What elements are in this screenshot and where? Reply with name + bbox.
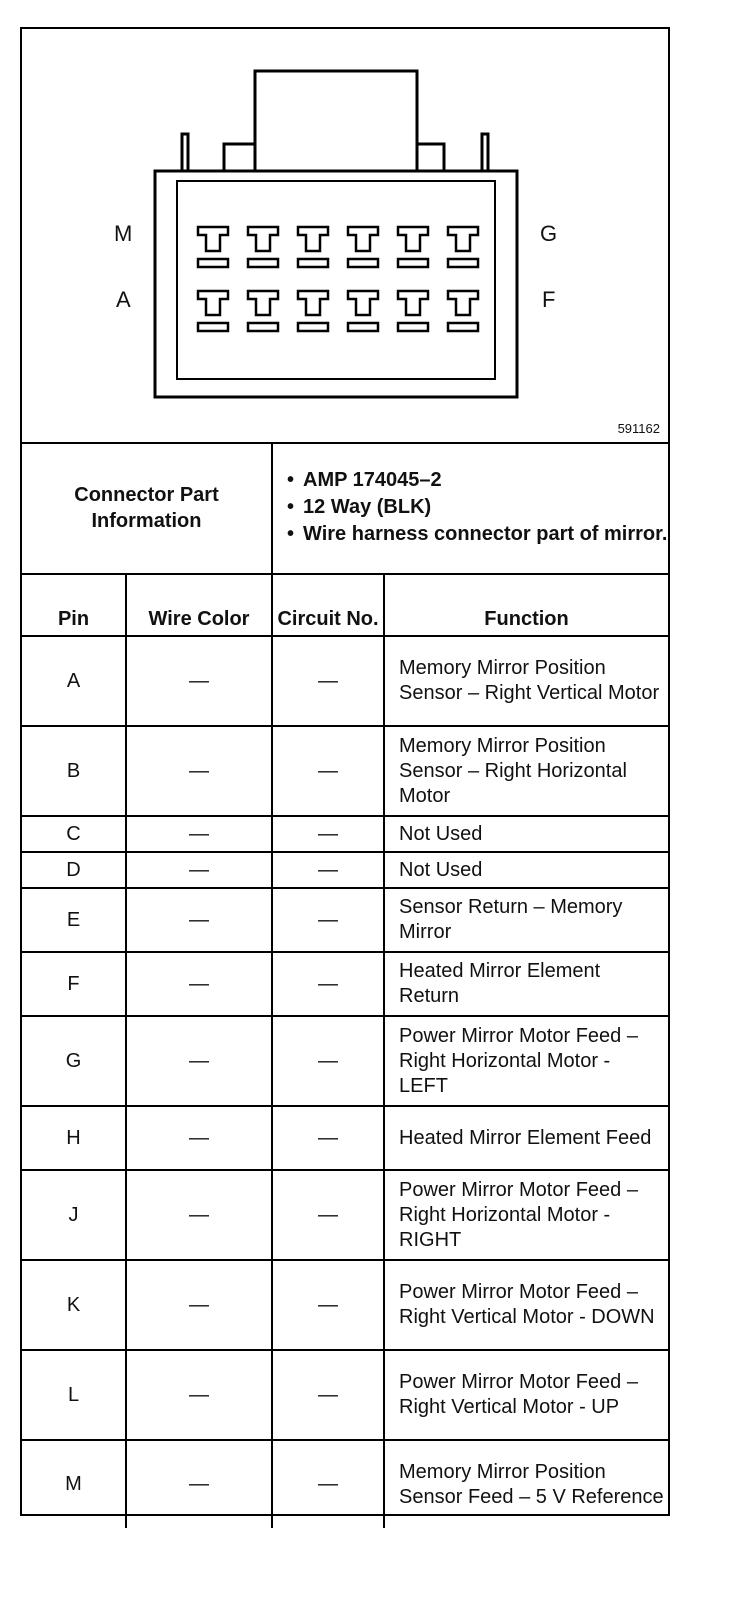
cell-function: Sensor Return – Memory Mirror	[384, 888, 668, 952]
pin-cavity	[348, 291, 378, 331]
cell-wire-color: —	[126, 1170, 272, 1260]
cell-wire-color: —	[126, 852, 272, 888]
cell-wire-color: —	[126, 1260, 272, 1350]
table-row	[22, 816, 668, 852]
connector-info-row	[22, 442, 668, 574]
cell-function: Power Mirror Motor Feed – Right Vertical Motor - DOWN	[384, 1260, 668, 1350]
cell-pin: J	[22, 1170, 126, 1260]
pin-cavity	[248, 227, 278, 267]
cell-pin: F	[22, 952, 126, 1016]
cell-pin: D	[22, 852, 126, 888]
header-row	[22, 574, 668, 636]
label-pin-f: F	[542, 287, 556, 312]
cell-pin: C	[22, 816, 126, 852]
cell-circuit: —	[272, 1260, 384, 1350]
cell-wire-color: —	[126, 888, 272, 952]
cell-function: Memory Mirror Position Sensor – Right Vertical Motor	[384, 636, 668, 726]
table-row	[22, 888, 668, 952]
cell-function: Power Mirror Motor Feed – Right Vertical Motor - UP	[384, 1350, 668, 1440]
cell-circuit: —	[272, 636, 384, 726]
cell-function: Not Used	[384, 816, 668, 852]
cell-function: Heated Mirror Element Return	[384, 952, 668, 1016]
pin-cavity	[298, 227, 328, 267]
cell-circuit: —	[272, 952, 384, 1016]
label-pin-g: G	[540, 221, 558, 246]
cell-pin: H	[22, 1106, 126, 1170]
cell-circuit: —	[272, 816, 384, 852]
table-row	[22, 1350, 668, 1440]
cell-circuit: —	[272, 852, 384, 888]
pin-cavities	[198, 227, 478, 331]
table-row	[22, 1106, 668, 1170]
cell-wire-color: —	[126, 1106, 272, 1170]
pin-cavity	[198, 291, 228, 331]
cell-wire-color: —	[126, 1016, 272, 1106]
cell-circuit: —	[272, 1016, 384, 1106]
cell-function: Power Mirror Motor Feed – Right Horizontal Motor - LEFT	[384, 1016, 668, 1106]
table-row	[22, 636, 668, 726]
cell-circuit: —	[272, 1440, 384, 1528]
table-row	[22, 1016, 668, 1106]
pin-cavity	[298, 291, 328, 331]
pinout-rows	[22, 636, 668, 1528]
table-row	[22, 1440, 668, 1528]
cell-pin: L	[22, 1350, 126, 1440]
cell-wire-color: —	[126, 1350, 272, 1440]
connector-info-list	[272, 442, 668, 574]
cell-pin: E	[22, 888, 126, 952]
pin-cavity	[398, 227, 428, 267]
connector-note: • Wire harness connector part of mirror.	[303, 521, 668, 548]
header-circuit: Circuit No.	[272, 574, 384, 636]
cell-circuit: —	[272, 1350, 384, 1440]
cell-circuit: —	[272, 888, 384, 952]
cell-circuit: —	[272, 1170, 384, 1260]
table-row	[22, 952, 668, 1016]
pin-cavity	[398, 291, 428, 331]
label-pin-m: M	[114, 221, 133, 246]
cell-function: Power Mirror Motor Feed – Right Horizontal Motor - RIGHT	[384, 1170, 668, 1260]
header-wire-color: Wire Color	[126, 574, 272, 636]
cell-circuit: —	[272, 726, 384, 816]
cell-wire-color: —	[126, 636, 272, 726]
cell-wire-color: —	[126, 952, 272, 1016]
cell-pin: G	[22, 1016, 126, 1106]
pin-cavity	[448, 227, 478, 267]
table-row	[22, 726, 668, 816]
pinout-table	[22, 442, 668, 1528]
cell-pin: B	[22, 726, 126, 816]
table-row	[22, 852, 668, 888]
cell-pin: A	[22, 636, 126, 726]
connector-part-number: • AMP 174045–2	[303, 467, 668, 494]
cell-function: Heated Mirror Element Feed	[384, 1106, 668, 1170]
connector-diagram	[22, 29, 668, 444]
connector-sheet	[20, 27, 670, 1516]
cell-pin: M	[22, 1440, 126, 1528]
figure-id: 591162	[617, 421, 660, 436]
label-pin-a: A	[116, 287, 131, 312]
table-row	[22, 1170, 668, 1260]
connector-way: • 12 Way (BLK)	[303, 494, 668, 521]
cell-circuit: —	[272, 1106, 384, 1170]
connector-info-label: Connector Part Information	[22, 442, 272, 574]
pin-cavity	[198, 227, 228, 267]
cell-wire-color: —	[126, 726, 272, 816]
table-row	[22, 1260, 668, 1350]
cell-wire-color: —	[126, 816, 272, 852]
cell-function: Memory Mirror Position Sensor Feed – 5 V Reference	[384, 1440, 668, 1528]
cell-function: Memory Mirror Position Sensor – Right Horizontal Motor	[384, 726, 668, 816]
header-function: Function	[384, 574, 668, 636]
pin-cavity	[248, 291, 278, 331]
cell-wire-color: —	[126, 1440, 272, 1528]
pin-cavity	[448, 291, 478, 331]
cell-pin: K	[22, 1260, 126, 1350]
pin-cavity	[348, 227, 378, 267]
header-pin: Pin	[22, 574, 126, 636]
cell-function: Not Used	[384, 852, 668, 888]
